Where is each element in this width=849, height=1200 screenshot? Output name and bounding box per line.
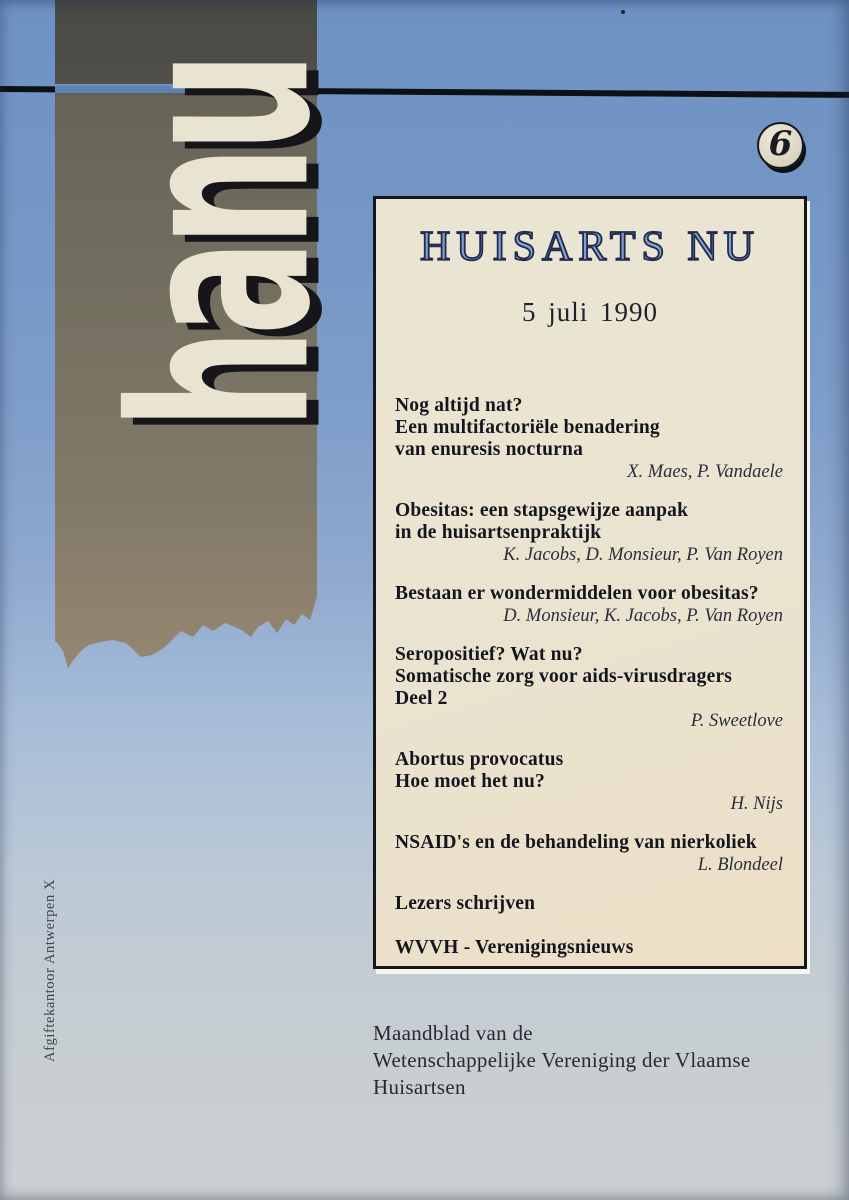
toc-title: Somatische zorg voor aids-virusdragers [395,666,733,687]
toc-title: Bestaan er wondermiddelen voor obesitas? [395,583,759,604]
toc-title: Een multifactoriële benadering [395,417,660,438]
toc-title: NSAID's en de behandeling van nierkoliek [395,832,757,853]
toc-title: Nog altijd nat? [395,395,523,416]
postal-office-text: Afgiftekantoor Antwerpen X [42,878,58,1062]
toc-title: van enuresis nocturna [395,439,584,460]
issue-date: 5 juli 1990 [521,297,658,327]
toc-authors: K. Jacobs, D. Monsieur, P. Van Royen [503,545,783,565]
toc-title: Abortus provocatus [395,749,564,770]
toc-entry [395,832,785,877]
toc-title: Obesitas: een stapsgewijze aanpak [395,500,689,521]
publisher-line-1: Maandblad van de [373,1021,533,1045]
table-of-contents [395,395,785,959]
toc-entry [395,500,785,567]
issue-number-badge [757,122,804,169]
logo-wordmark: hanu [81,58,366,430]
toc-authors: P. Sweetlove [690,711,783,731]
toc-authors: H. Nijs [730,794,783,814]
toc-entry [395,583,785,628]
toc-entry [395,644,785,733]
toc-title: Seropositief? Wat nu? [395,644,583,665]
toc-authors: L. Blondeel [697,855,783,875]
toc-title: WVVH - Verenigingsnieuws [395,937,634,958]
contents-panel [373,196,807,969]
toc-title: Lezers schrijven [395,893,536,914]
toc-entry [395,937,785,959]
publisher-line-2: Wetenschappelijke Vereniging der Vlaamse Huisartsen [373,1048,751,1099]
toc-entry [395,749,785,816]
banner-blue-stripe [55,84,317,93]
toc-authors: D. Monsieur, K. Jacobs, P. Van Royen [503,606,783,626]
toc-entry [395,395,785,484]
toc-authors: X. Maes, P. Vandaele [627,462,783,482]
toc-title: Deel 2 [395,688,448,709]
issue-number: 6 [768,124,793,164]
publisher-line [373,1020,823,1101]
dust-speck [621,10,625,14]
toc-title: Hoe moet het nu? [395,771,545,792]
toc-title: in de huisartsenpraktijk [395,522,602,543]
torn-paper-banner [55,0,317,676]
masthead-title: HUISARTS NU [419,224,760,270]
toc-entry [395,893,785,915]
